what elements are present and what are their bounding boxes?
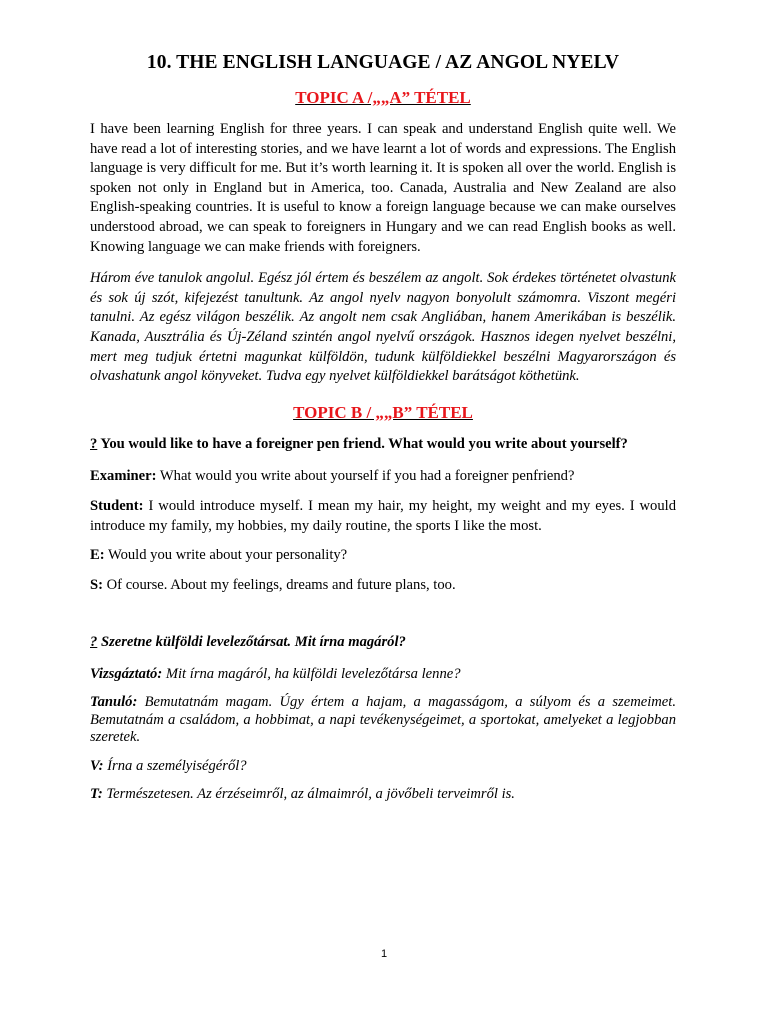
topic-b-heading: TOPIC B / „„B” TÉTEL (293, 402, 473, 422)
dialogue-line-s: S: Of course. About my feelings, dreams and future plans, too. (90, 576, 456, 593)
dialogue-line-examiner: Examiner: What would you write about yourself if you had a foreigner penfriend? (90, 468, 575, 485)
dialogue-line-student: Student: I would introduce myself. I mean my hair, my height, my weight and my eyes. I would introduce my family, my hobbies, my daily routine, the sports I like the most. (90, 497, 676, 534)
dialogue-line-e: E: Would you write about your personality? (90, 547, 348, 564)
question-mark: ? (90, 634, 98, 651)
topic-a-heading: TOPIC A /„„A” TÉTEL (295, 88, 471, 107)
topic-a-english-paragraph: I have been learning English for three years. I can speak and understand English quite well. We have read a lot of interesting stories, and we have learnt a lot of words and expressions. The English language is very difficult for me. But it’s worth learning it. It is spoken all over the world. English is spoken not only in England but in America, too. Canada, Australia and New Zealand are also English-speaking countries. It is useful to know a foreign language because we can make ourselves understood abroad, we can speak to foreigners in Hungary and we can read English books as well. Knowing language we can make friends with foreigners. (90, 121, 676, 255)
hu-dialogue-line-v: V: Írna a személyiségéről? (90, 757, 247, 774)
document-page (90, 52, 676, 815)
question-mark: ? (90, 435, 98, 452)
hungarian-question: ? Szeretne külföldi levelezőtársat. Mit írna magáról? (90, 634, 406, 651)
topic-b-question: ? You would like to have a foreigner pen friend. What would you write about yourself? (90, 435, 628, 452)
document-title: 10. THE ENGLISH LANGUAGE / AZ ANGOL NYELV (146, 52, 620, 73)
hu-dialogue-line-vizsgaztato: Vizsgáztató: Mit írna magáról, ha külföldi levelezőtársa lenne? (90, 665, 461, 682)
hu-dialogue-line-tanulo: Tanuló: Bemutatnám magam. Úgy értem a hajam, a magasságom, a súlyom és a szemeimet. Bemutatnám a családom, a hobbimat, a napi tevékenységeimet, a sportokat, amelyeket a legjobban szeretek. (90, 694, 676, 746)
hu-dialogue-line-t: T: Természetesen. Az érzéseimről, az álmaimról, a jövőbeli terveimről is. (90, 786, 515, 803)
topic-a-hungarian-paragraph: Három éve tanulok angolul. Egész jól értem és beszélem az angolt. Sok érdekes történetet olvastunk és sok új szót, kifejezést tanultunk. Az angol nyelv nagyon bonyolult számomra. Viszont megéri tanulni. Az egész világon beszélik. Az angolt nem csak Angliában, hanem Amerikában is beszélik. Kanada, Ausztrália és Új-Zéland szintén angol nyelvű országok. Hasznos idegen nyelvet beszélni, mert meg tudjuk értetni magunkat külföldön, tudunk külföldiekkel beszélni Magyarországon és olvashatunk angol könyveket. Tudva egy nyelvet külföldiekkel barátságot köthetünk. (90, 270, 676, 385)
page-number: 1 (380, 948, 388, 960)
hungarian-dialogue-block (90, 633, 676, 804)
